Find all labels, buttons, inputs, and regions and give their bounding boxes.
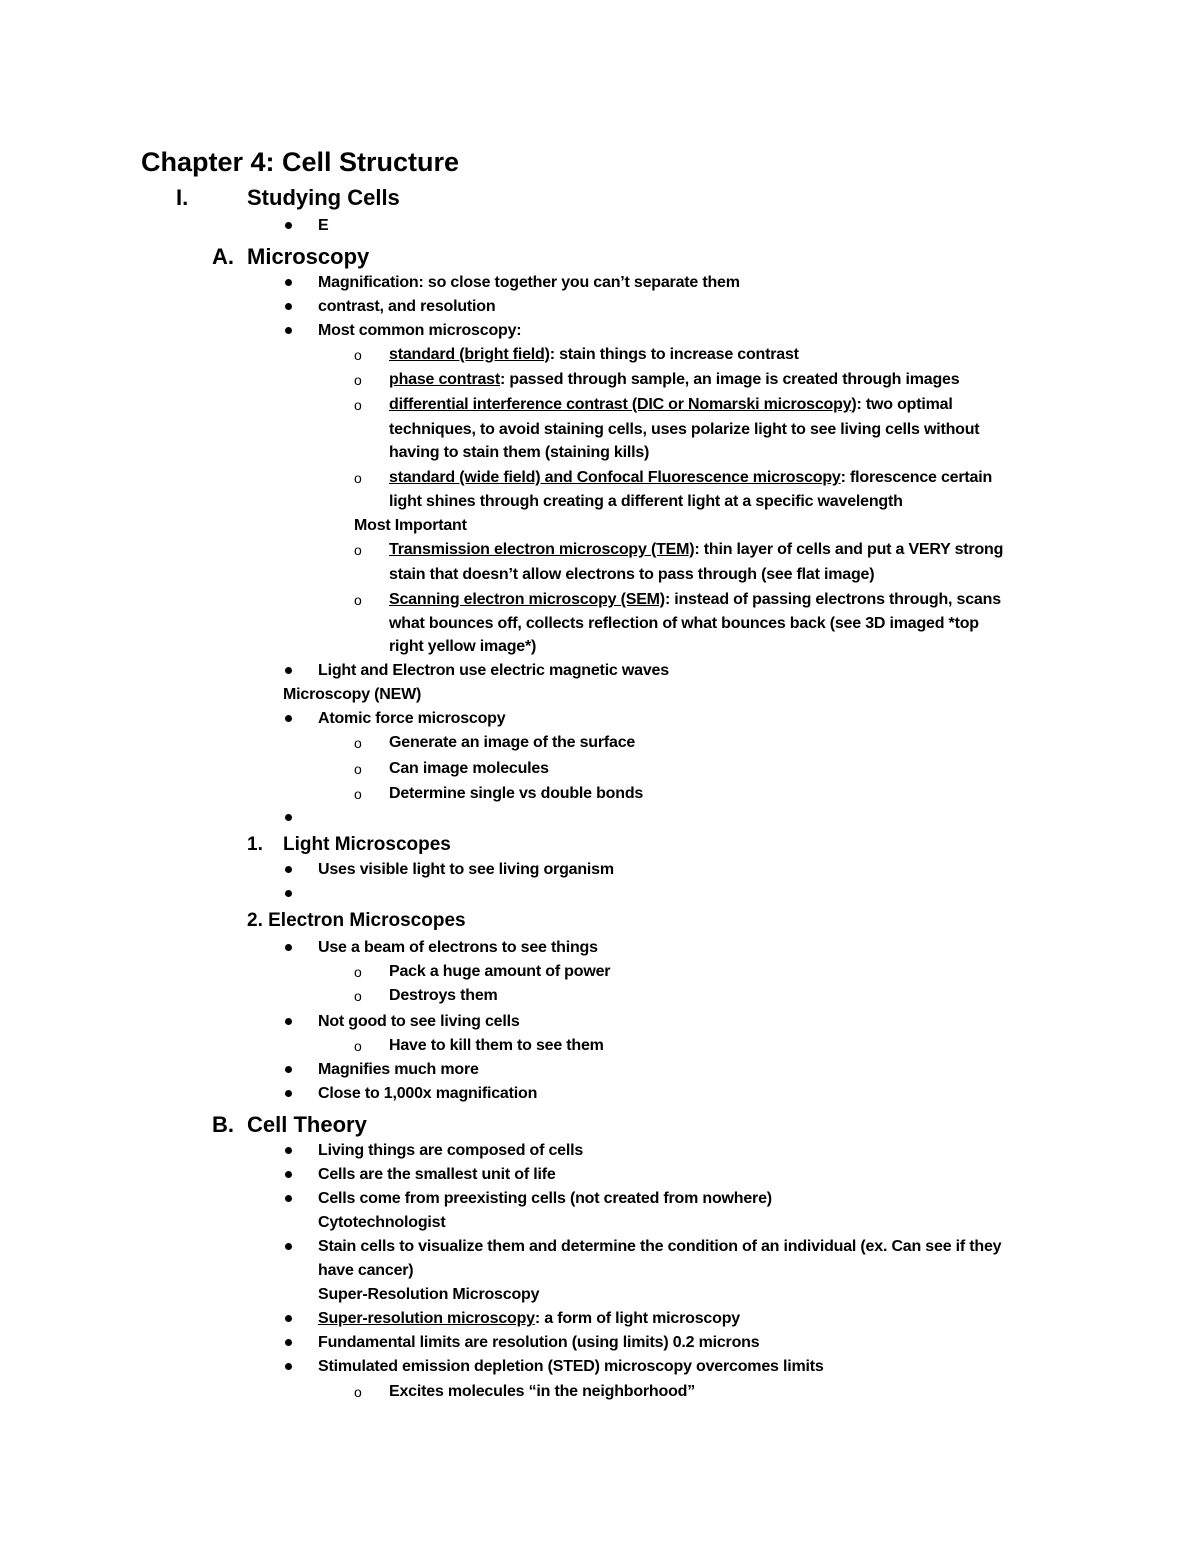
- list-item: Stimulated emission depletion (STED) microscopy overcomes limits: [318, 1358, 824, 1375]
- bullet-icon: [285, 1171, 292, 1178]
- list-item: Not good to see living cells: [318, 1013, 520, 1030]
- list-item-continuation: right yellow image*): [389, 638, 537, 655]
- bullet-icon: [285, 327, 292, 334]
- list-item: Super-resolution microscopy: a form of light microscopy: [318, 1310, 740, 1327]
- list-item: Destroys them: [389, 987, 498, 1004]
- list-item: Generate an image of the surface: [389, 734, 636, 751]
- bullet-icon: [285, 1339, 292, 1346]
- section-heading: Studying Cells: [247, 185, 400, 210]
- list-item-continuation: what bounces off, collects reflection of what bounces back (see 3D imaged *top: [389, 615, 979, 632]
- list-item: Magnifies much more: [318, 1061, 479, 1078]
- sub-bullet-icon: o: [354, 470, 362, 486]
- list-item-continuation: have cancer): [318, 1262, 414, 1279]
- bullet-icon: [285, 866, 292, 873]
- list-item: Cells are the smallest unit of life: [318, 1166, 556, 1183]
- sub-bullet-icon: o: [354, 397, 362, 413]
- bullet-icon: [285, 1147, 292, 1154]
- section-marker: B.: [212, 1112, 234, 1137]
- section-marker: 1.: [247, 834, 263, 855]
- sub-bullet-icon: o: [354, 735, 362, 751]
- list-item: Scanning electron microscopy (SEM): instead of passing electrons through, scans: [389, 591, 1001, 608]
- list-item: Cells come from preexisting cells (not created from nowhere): [318, 1190, 772, 1207]
- sub-bullet-icon: o: [354, 542, 362, 558]
- sub-bullet-icon: o: [354, 347, 362, 363]
- list-item: Pack a huge amount of power: [389, 963, 611, 980]
- list-item: Close to 1,000x magnification: [318, 1085, 538, 1102]
- list-item-continuation: stain that doesn’t allow electrons to pass through (see flat image): [389, 566, 875, 583]
- section-marker: A.: [212, 244, 234, 269]
- list-item-continuation: light shines through creating a different light at a specific wavelength: [389, 493, 903, 510]
- list-item-continuation: having to stain them (staining kills): [389, 444, 650, 461]
- subheading: Microscopy (NEW): [283, 686, 422, 703]
- list-item: Excites molecules “in the neighborhood”: [389, 1383, 696, 1400]
- bullet-icon: [285, 1195, 292, 1202]
- list-item: Fundamental limits are resolution (using limits) 0.2 microns: [318, 1334, 760, 1351]
- list-item: Light and Electron use electric magnetic waves: [318, 662, 669, 679]
- sub-bullet-icon: o: [354, 1038, 362, 1054]
- list-item: Stain cells to visualize them and determine the condition of an individual (ex. Can see if they: [318, 1238, 1002, 1255]
- list-item: Determine single vs double bonds: [389, 785, 644, 802]
- bullet-icon: [285, 1090, 292, 1097]
- sub-bullet-icon: o: [354, 592, 362, 608]
- list-item: phase contrast: passed through sample, an image is created through images: [389, 371, 960, 388]
- sub-bullet-icon: o: [354, 1384, 362, 1400]
- list-item: standard (bright field): stain things to increase contrast: [389, 346, 799, 363]
- sub-bullet-icon: o: [354, 786, 362, 802]
- subheading: Super-Resolution Microscopy: [318, 1286, 540, 1303]
- bullet-icon: [285, 279, 292, 286]
- list-item: standard (wide field) and Confocal Fluorescence microscopy: florescence certain: [389, 469, 993, 486]
- subheading: Cytotechnologist: [318, 1214, 446, 1231]
- page-title: Chapter 4: Cell Structure: [141, 147, 460, 177]
- list-item: contrast, and resolution: [318, 298, 496, 315]
- section-marker: I.: [176, 185, 189, 210]
- section-heading: Light Microscopes: [283, 834, 451, 855]
- list-item: Magnification: so close together you can’t separate them: [318, 274, 740, 291]
- bullet-icon: [285, 1243, 292, 1250]
- list-item: Atomic force microscopy: [318, 710, 506, 727]
- list-item: E: [318, 217, 329, 234]
- list-item-continuation: techniques, to avoid staining cells, uses polarize light to see living cells without: [389, 421, 980, 438]
- list-item: Transmission electron microscopy (TEM): thin layer of cells and put a VERY strong: [389, 541, 1004, 558]
- section-heading: Cell Theory: [247, 1112, 367, 1137]
- sub-bullet-icon: o: [354, 372, 362, 388]
- sub-bullet-icon: o: [354, 761, 362, 777]
- list-item: Living things are composed of cells: [318, 1142, 584, 1159]
- bullet-icon: [285, 222, 292, 229]
- bullet-icon: [285, 1315, 292, 1322]
- bullet-icon: [285, 667, 292, 674]
- section-heading: Microscopy: [247, 244, 370, 269]
- list-item: differential interference contrast (DIC or Nomarski microscopy): two optimal: [389, 396, 953, 413]
- subheading: Most Important: [354, 517, 467, 534]
- list-item: Uses visible light to see living organism: [318, 861, 614, 878]
- list-item: Can image molecules: [389, 760, 549, 777]
- bullet-icon: [285, 715, 292, 722]
- list-item: Have to kill them to see them: [389, 1037, 604, 1054]
- bullet-icon: [285, 1363, 292, 1370]
- bullet-icon: [285, 1018, 292, 1025]
- bullet-icon: [285, 944, 292, 951]
- list-item: Use a beam of electrons to see things: [318, 939, 598, 956]
- list-item: Most common microscopy:: [318, 322, 522, 339]
- section-heading: 2. Electron Microscopes: [247, 910, 466, 931]
- sub-bullet-icon: o: [354, 988, 362, 1004]
- bullet-icon: [285, 814, 292, 821]
- sub-bullet-icon: o: [354, 964, 362, 980]
- bullet-icon: [285, 303, 292, 310]
- bullet-icon: [285, 1066, 292, 1073]
- bullet-icon: [285, 890, 292, 897]
